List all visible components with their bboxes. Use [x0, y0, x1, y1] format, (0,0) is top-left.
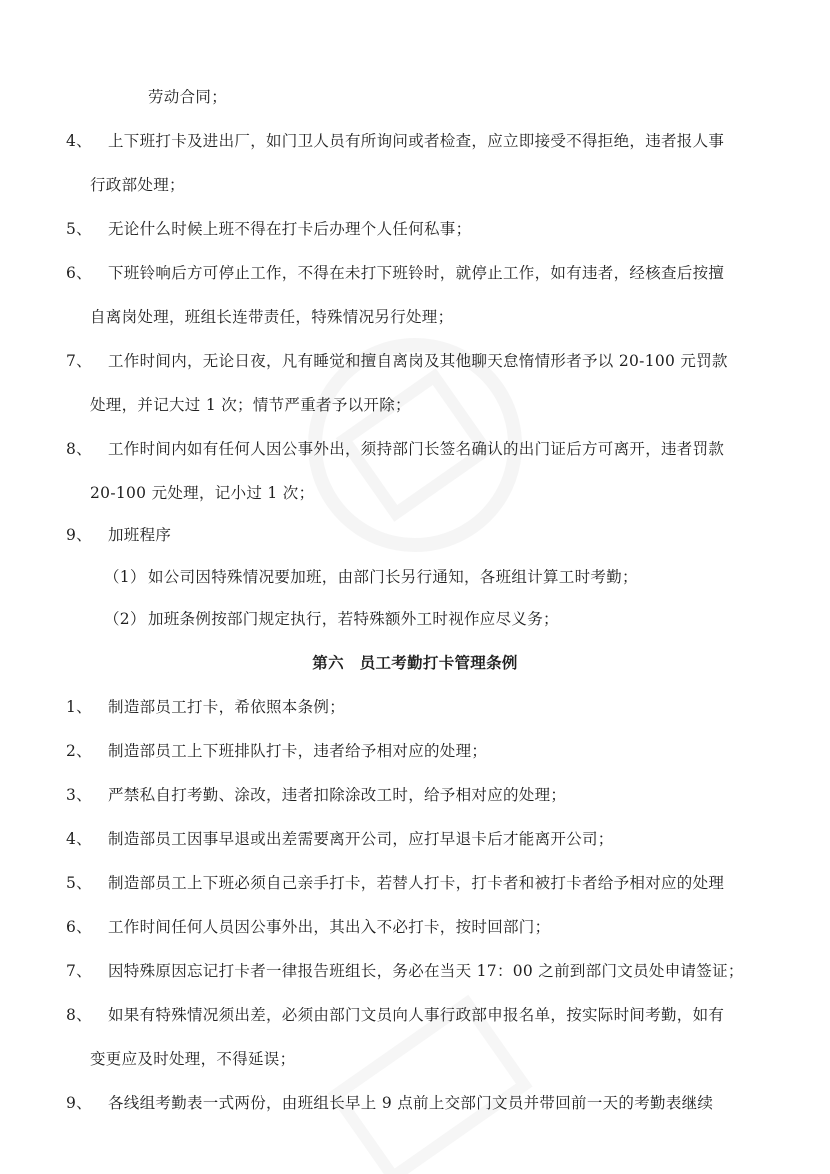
line-text: 变更应及时处理，不得延误；	[90, 1050, 296, 1068]
line-text: 劳动合同；	[148, 88, 228, 106]
item-text: 加班程序	[108, 526, 172, 544]
line-text: 20-100 元处理，记小过 1 次；	[90, 484, 315, 502]
sub-item-text: 加班条例按部门规定执行，若特殊额外工时视作应尽义务；	[148, 610, 559, 628]
item-number: 7、	[66, 352, 92, 370]
item-text: 工作时间任何人员因公事外出，其出入不必打卡，按时回部门；	[108, 918, 551, 936]
item-number: 3、	[66, 786, 92, 804]
item-text: 因特殊原因忘记打卡者一律报告班组长，务必在当天 17：00 之前到部门文员处申请签证；	[108, 962, 744, 980]
item-number: 9、	[66, 1094, 92, 1112]
item-text: 上下班打卡及进出厂，如门卫人员有所询问或者检查，应立即接受不得拒绝，违者报人事	[108, 132, 725, 150]
item-text: 制造部员工因事早退或出差需要离开公司，应打早退卡后才能离开公司；	[108, 830, 614, 848]
item-number: 4、	[66, 830, 92, 848]
item-text: 制造部员工上下班必须自己亲手打卡，若替人打卡，打卡者和被打卡者给予相对应的处理	[108, 874, 725, 892]
item-number: 5、	[66, 874, 92, 892]
item-text: 无论什么时候上班不得在打卡后办理个人任何私事；	[108, 220, 472, 238]
section-heading: 第六 员工考勤打卡管理条例	[312, 653, 518, 672]
item-text: 工作时间内如有任何人因公事外出，须持部门长签名确认的出门证后方可离开，违者罚款	[108, 440, 725, 458]
sub-item-number: （2）	[104, 610, 146, 628]
item-number: 8、	[66, 440, 92, 458]
sub-item-text: 如公司因特殊情况要加班，由部门长另行通知，各班组计算工时考勤；	[148, 568, 638, 586]
line-text: 处理，并记大过 1 次；情节严重者予以开除；	[90, 396, 411, 414]
item-text: 下班铃响后方可停止工作，不得在未打下班铃时，就停止工作，如有违者，经核查后按擅	[108, 264, 725, 282]
item-number: 6、	[66, 918, 92, 936]
item-text: 工作时间内，无论日夜，凡有睡觉和擅自离岗及其他聊天怠惰情形者予以 20-100 元罚款	[108, 352, 728, 370]
item-number: 1、	[66, 698, 92, 716]
item-number: 6、	[66, 264, 92, 282]
item-text: 制造部员工上下班排队打卡，违者给予相对应的处理；	[108, 742, 488, 760]
item-text: 制造部员工打卡，希依照本条例；	[108, 698, 346, 716]
continuation-line	[148, 87, 227, 107]
item-text: 严禁私自打考勤、涂改，违者扣除涂改工时，给予相对应的处理；	[108, 786, 567, 804]
sub-item-number: （1）	[104, 568, 146, 586]
item-number: 4、	[66, 132, 92, 150]
item-number: 9、	[66, 526, 92, 544]
item-text: 各线组考勤表一式两份，由班组长早上 9 点前上交部门文员并带回前一天的考勤表继续	[108, 1094, 714, 1112]
line-text: 自离岗处理，班组长连带责任，特殊情况另行处理；	[90, 308, 454, 326]
line-text: 行政部处理；	[90, 176, 185, 194]
item-number: 8、	[66, 1006, 92, 1024]
item-number: 7、	[66, 962, 92, 980]
item-text: 如果有特殊情况须出差，必须由部门文员向人事行政部申报名单，按实际时间考勤，如有	[108, 1006, 725, 1024]
item-number: 2、	[66, 742, 92, 760]
item-number: 5、	[66, 220, 92, 238]
